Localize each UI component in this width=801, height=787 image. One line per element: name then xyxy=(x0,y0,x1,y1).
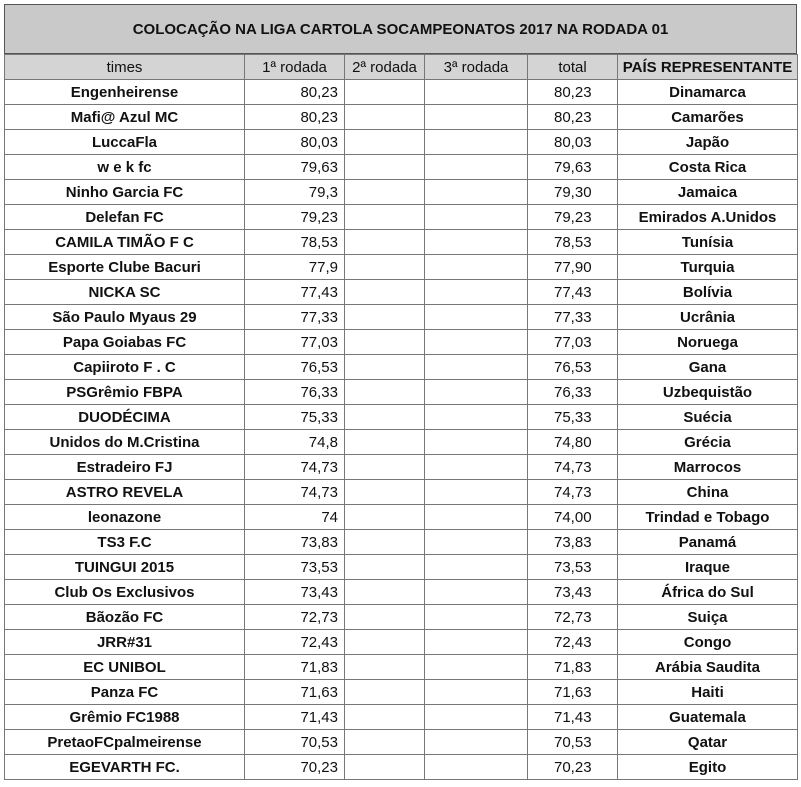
total-cell[interactable]: 71,63 xyxy=(528,680,618,705)
rodada-1-cell[interactable]: 80,23 xyxy=(245,80,345,105)
rodada-1-cell[interactable]: 75,33 xyxy=(245,405,345,430)
rodada-3-cell[interactable] xyxy=(425,730,528,755)
total-cell[interactable]: 76,53 xyxy=(528,355,618,380)
team-cell[interactable]: Panza FC xyxy=(5,680,245,705)
country-cell[interactable]: China xyxy=(618,480,798,505)
rodada-1-cell[interactable]: 78,53 xyxy=(245,230,345,255)
table-row xyxy=(5,305,798,330)
total-cell[interactable]: 74,00 xyxy=(528,505,618,530)
sheet-title[interactable]: COLOCAÇÃO NA LIGA CARTOLA SOCAMPEONATOS 2017 NA RODADA 01 xyxy=(4,4,797,54)
team-cell[interactable]: São Paulo Myaus 29 xyxy=(5,305,245,330)
table-row xyxy=(5,580,798,605)
country-cell[interactable]: Grécia xyxy=(618,430,798,455)
rodada-3-cell[interactable] xyxy=(425,130,528,155)
country-cell[interactable]: Noruega xyxy=(618,330,798,355)
rodada-2-cell[interactable] xyxy=(345,380,425,405)
table-row xyxy=(5,255,798,280)
total-cell[interactable]: 71,43 xyxy=(528,705,618,730)
team-cell[interactable]: Capiiroto F . C xyxy=(5,355,245,380)
team-cell[interactable]: Club Os Exclusivos xyxy=(5,580,245,605)
header-times[interactable]: times xyxy=(5,55,245,80)
country-cell[interactable]: Jamaica xyxy=(618,180,798,205)
rodada-1-cell[interactable]: 79,63 xyxy=(245,155,345,180)
total-cell[interactable]: 73,43 xyxy=(528,580,618,605)
rodada-1-cell[interactable]: 80,23 xyxy=(245,105,345,130)
team-cell[interactable]: Estradeiro FJ xyxy=(5,455,245,480)
rodada-3-cell[interactable] xyxy=(425,380,528,405)
spreadsheet xyxy=(4,4,797,780)
total-cell[interactable]: 72,73 xyxy=(528,605,618,630)
rodada-2-cell[interactable] xyxy=(345,630,425,655)
table-row xyxy=(5,455,798,480)
total-cell[interactable]: 77,90 xyxy=(528,255,618,280)
table-row xyxy=(5,405,798,430)
rodada-3-cell[interactable] xyxy=(425,230,528,255)
rodada-1-cell[interactable]: 73,43 xyxy=(245,580,345,605)
table-row xyxy=(5,155,798,180)
rodada-1-cell[interactable]: 72,43 xyxy=(245,630,345,655)
rodada-3-cell[interactable] xyxy=(425,355,528,380)
total-cell[interactable]: 79,63 xyxy=(528,155,618,180)
country-cell[interactable]: Arábia Saudita xyxy=(618,655,798,680)
rodada-1-cell[interactable]: 70,53 xyxy=(245,730,345,755)
total-cell[interactable]: 74,73 xyxy=(528,480,618,505)
team-cell[interactable]: TS3 F.C xyxy=(5,530,245,555)
table-row xyxy=(5,230,798,255)
header-rodada-1[interactable]: 1ª rodada xyxy=(245,55,345,80)
standings-table xyxy=(4,54,798,780)
team-cell[interactable]: DUODÉCIMA xyxy=(5,405,245,430)
rodada-1-cell[interactable]: 74,8 xyxy=(245,430,345,455)
total-cell[interactable]: 79,30 xyxy=(528,180,618,205)
rodada-2-cell[interactable] xyxy=(345,555,425,580)
team-cell[interactable]: w e k fc xyxy=(5,155,245,180)
rodada-3-cell[interactable] xyxy=(425,605,528,630)
team-cell[interactable]: Grêmio FC1988 xyxy=(5,705,245,730)
rodada-3-cell[interactable] xyxy=(425,80,528,105)
rodada-3-cell[interactable] xyxy=(425,655,528,680)
total-cell[interactable]: 77,43 xyxy=(528,280,618,305)
country-cell[interactable]: Tunísia xyxy=(618,230,798,255)
team-cell[interactable]: LuccaFla xyxy=(5,130,245,155)
table-row xyxy=(5,505,798,530)
rodada-2-cell[interactable] xyxy=(345,105,425,130)
rodada-3-cell[interactable] xyxy=(425,430,528,455)
table-row xyxy=(5,605,798,630)
table-row xyxy=(5,555,798,580)
rodada-3-cell[interactable] xyxy=(425,480,528,505)
total-cell[interactable]: 73,83 xyxy=(528,530,618,555)
table-row xyxy=(5,330,798,355)
rodada-1-cell[interactable]: 72,73 xyxy=(245,605,345,630)
rodada-3-cell[interactable] xyxy=(425,305,528,330)
rodada-3-cell[interactable] xyxy=(425,505,528,530)
rodada-2-cell[interactable] xyxy=(345,680,425,705)
rodada-2-cell[interactable] xyxy=(345,480,425,505)
total-cell[interactable]: 73,53 xyxy=(528,555,618,580)
country-cell[interactable]: Japão xyxy=(618,130,798,155)
total-cell[interactable]: 80,23 xyxy=(528,105,618,130)
rodada-2-cell[interactable] xyxy=(345,305,425,330)
rodada-2-cell[interactable] xyxy=(345,255,425,280)
team-cell[interactable]: Papa Goiabas FC xyxy=(5,330,245,355)
team-cell[interactable]: EC UNIBOL xyxy=(5,655,245,680)
rodada-3-cell[interactable] xyxy=(425,455,528,480)
country-cell[interactable]: Panamá xyxy=(618,530,798,555)
table-row xyxy=(5,630,798,655)
rodada-2-cell[interactable] xyxy=(345,330,425,355)
total-cell[interactable]: 74,73 xyxy=(528,455,618,480)
table-row xyxy=(5,680,798,705)
country-cell[interactable]: Dinamarca xyxy=(618,80,798,105)
rodada-2-cell[interactable] xyxy=(345,80,425,105)
rodada-3-cell[interactable] xyxy=(425,105,528,130)
rodada-2-cell[interactable] xyxy=(345,130,425,155)
country-cell[interactable]: Camarões xyxy=(618,105,798,130)
rodada-1-cell[interactable]: 77,9 xyxy=(245,255,345,280)
table-row xyxy=(5,380,798,405)
country-cell[interactable]: Costa Rica xyxy=(618,155,798,180)
team-cell[interactable]: ASTRO REVELA xyxy=(5,480,245,505)
country-cell[interactable]: Turquia xyxy=(618,255,798,280)
table-row xyxy=(5,280,798,305)
table-row xyxy=(5,205,798,230)
country-cell[interactable]: Qatar xyxy=(618,730,798,755)
table-row xyxy=(5,355,798,380)
rodada-2-cell[interactable] xyxy=(345,355,425,380)
table-row xyxy=(5,655,798,680)
total-cell[interactable]: 74,80 xyxy=(528,430,618,455)
rodada-2-cell[interactable] xyxy=(345,205,425,230)
rodada-1-cell[interactable]: 74,73 xyxy=(245,480,345,505)
table-row xyxy=(5,480,798,505)
rodada-2-cell[interactable] xyxy=(345,530,425,555)
rodada-3-cell[interactable] xyxy=(425,255,528,280)
rodada-2-cell[interactable] xyxy=(345,655,425,680)
team-cell[interactable]: NICKA SC xyxy=(5,280,245,305)
country-cell[interactable]: Suiça xyxy=(618,605,798,630)
total-cell[interactable]: 70,53 xyxy=(528,730,618,755)
total-cell[interactable]: 77,33 xyxy=(528,305,618,330)
total-cell[interactable]: 76,33 xyxy=(528,380,618,405)
team-cell[interactable]: Engenheirense xyxy=(5,80,245,105)
header-total[interactable]: total xyxy=(528,55,618,80)
total-cell[interactable]: 78,53 xyxy=(528,230,618,255)
total-cell[interactable]: 77,03 xyxy=(528,330,618,355)
rodada-1-cell[interactable]: 74,73 xyxy=(245,455,345,480)
rodada-1-cell[interactable]: 71,63 xyxy=(245,680,345,705)
team-cell[interactable]: EGEVARTH FC. xyxy=(5,755,245,780)
rodada-3-cell[interactable] xyxy=(425,330,528,355)
rodada-2-cell[interactable] xyxy=(345,280,425,305)
team-cell[interactable]: Mafi@ Azul MC xyxy=(5,105,245,130)
rodada-2-cell[interactable] xyxy=(345,180,425,205)
team-cell[interactable]: PSGrêmio FBPA xyxy=(5,380,245,405)
table-row xyxy=(5,130,798,155)
team-cell[interactable]: leonazone xyxy=(5,505,245,530)
team-cell[interactable]: Delefan FC xyxy=(5,205,245,230)
rodada-3-cell[interactable] xyxy=(425,205,528,230)
table-row xyxy=(5,430,798,455)
table-row xyxy=(5,705,798,730)
team-cell[interactable]: Esporte Clube Bacuri xyxy=(5,255,245,280)
team-cell[interactable]: Bãozão FC xyxy=(5,605,245,630)
rodada-3-cell[interactable] xyxy=(425,555,528,580)
rodada-1-cell[interactable]: 77,43 xyxy=(245,280,345,305)
rodada-1-cell[interactable]: 79,23 xyxy=(245,205,345,230)
rodada-2-cell[interactable] xyxy=(345,505,425,530)
table-row xyxy=(5,105,798,130)
table-row xyxy=(5,730,798,755)
rodada-1-cell[interactable]: 73,83 xyxy=(245,530,345,555)
rodada-2-cell[interactable] xyxy=(345,580,425,605)
country-cell[interactable]: Congo xyxy=(618,630,798,655)
country-cell[interactable]: Marrocos xyxy=(618,455,798,480)
total-cell[interactable]: 72,43 xyxy=(528,630,618,655)
country-cell[interactable]: Ucrânia xyxy=(618,305,798,330)
country-cell[interactable]: Haiti xyxy=(618,680,798,705)
rodada-2-cell[interactable] xyxy=(345,605,425,630)
header-rodada-3[interactable]: 3ª rodada xyxy=(425,55,528,80)
rodada-1-cell[interactable]: 76,33 xyxy=(245,380,345,405)
rodada-2-cell[interactable] xyxy=(345,705,425,730)
country-cell[interactable]: Bolívia xyxy=(618,280,798,305)
team-cell[interactable]: JRR#31 xyxy=(5,630,245,655)
table-row xyxy=(5,80,798,105)
total-cell[interactable]: 75,33 xyxy=(528,405,618,430)
rodada-2-cell[interactable] xyxy=(345,405,425,430)
rodada-3-cell[interactable] xyxy=(425,580,528,605)
rodada-2-cell[interactable] xyxy=(345,430,425,455)
rodada-3-cell[interactable] xyxy=(425,705,528,730)
rodada-3-cell[interactable] xyxy=(425,755,528,780)
rodada-2-cell[interactable] xyxy=(345,730,425,755)
total-cell[interactable]: 70,23 xyxy=(528,755,618,780)
table-body xyxy=(5,80,798,780)
header-row xyxy=(5,55,798,80)
team-cell[interactable]: Unidos do M.Cristina xyxy=(5,430,245,455)
rodada-2-cell[interactable] xyxy=(345,455,425,480)
rodada-1-cell[interactable]: 79,3 xyxy=(245,180,345,205)
rodada-2-cell[interactable] xyxy=(345,755,425,780)
country-cell[interactable]: Suécia xyxy=(618,405,798,430)
total-cell[interactable]: 71,83 xyxy=(528,655,618,680)
rodada-3-cell[interactable] xyxy=(425,680,528,705)
rodada-1-cell[interactable]: 76,53 xyxy=(245,355,345,380)
rodada-3-cell[interactable] xyxy=(425,530,528,555)
country-cell[interactable]: Guatemala xyxy=(618,705,798,730)
table-row xyxy=(5,755,798,780)
total-cell[interactable]: 80,23 xyxy=(528,80,618,105)
rodada-3-cell[interactable] xyxy=(425,155,528,180)
header-rodada-2[interactable]: 2ª rodada xyxy=(345,55,425,80)
rodada-1-cell[interactable]: 71,83 xyxy=(245,655,345,680)
team-cell[interactable]: Ninho Garcia FC xyxy=(5,180,245,205)
rodada-1-cell[interactable]: 77,03 xyxy=(245,330,345,355)
team-cell[interactable]: PretaoFCpalmeirense xyxy=(5,730,245,755)
rodada-3-cell[interactable] xyxy=(425,630,528,655)
rodada-1-cell[interactable]: 73,53 xyxy=(245,555,345,580)
table-row xyxy=(5,180,798,205)
team-cell[interactable]: CAMILA TIMÃO F C xyxy=(5,230,245,255)
country-cell[interactable]: África do Sul xyxy=(618,580,798,605)
rodada-1-cell[interactable]: 71,43 xyxy=(245,705,345,730)
rodada-2-cell[interactable] xyxy=(345,155,425,180)
country-cell[interactable]: Uzbequistão xyxy=(618,380,798,405)
header-pais[interactable]: PAÍS REPRESENTANTE xyxy=(618,55,798,80)
total-cell[interactable]: 80,03 xyxy=(528,130,618,155)
total-cell[interactable]: 79,23 xyxy=(528,205,618,230)
team-cell[interactable]: TUINGUI 2015 xyxy=(5,555,245,580)
table-row xyxy=(5,530,798,555)
rodada-1-cell[interactable]: 74 xyxy=(245,505,345,530)
rodada-1-cell[interactable]: 80,03 xyxy=(245,130,345,155)
rodada-3-cell[interactable] xyxy=(425,180,528,205)
rodada-2-cell[interactable] xyxy=(345,230,425,255)
country-cell[interactable]: Emirados A.Unidos xyxy=(618,205,798,230)
rodada-1-cell[interactable]: 70,23 xyxy=(245,755,345,780)
country-cell[interactable]: Gana xyxy=(618,355,798,380)
rodada-3-cell[interactable] xyxy=(425,280,528,305)
country-cell[interactable]: Iraque xyxy=(618,555,798,580)
rodada-1-cell[interactable]: 77,33 xyxy=(245,305,345,330)
country-cell[interactable]: Egito xyxy=(618,755,798,780)
rodada-3-cell[interactable] xyxy=(425,405,528,430)
country-cell[interactable]: Trindad e Tobago xyxy=(618,505,798,530)
